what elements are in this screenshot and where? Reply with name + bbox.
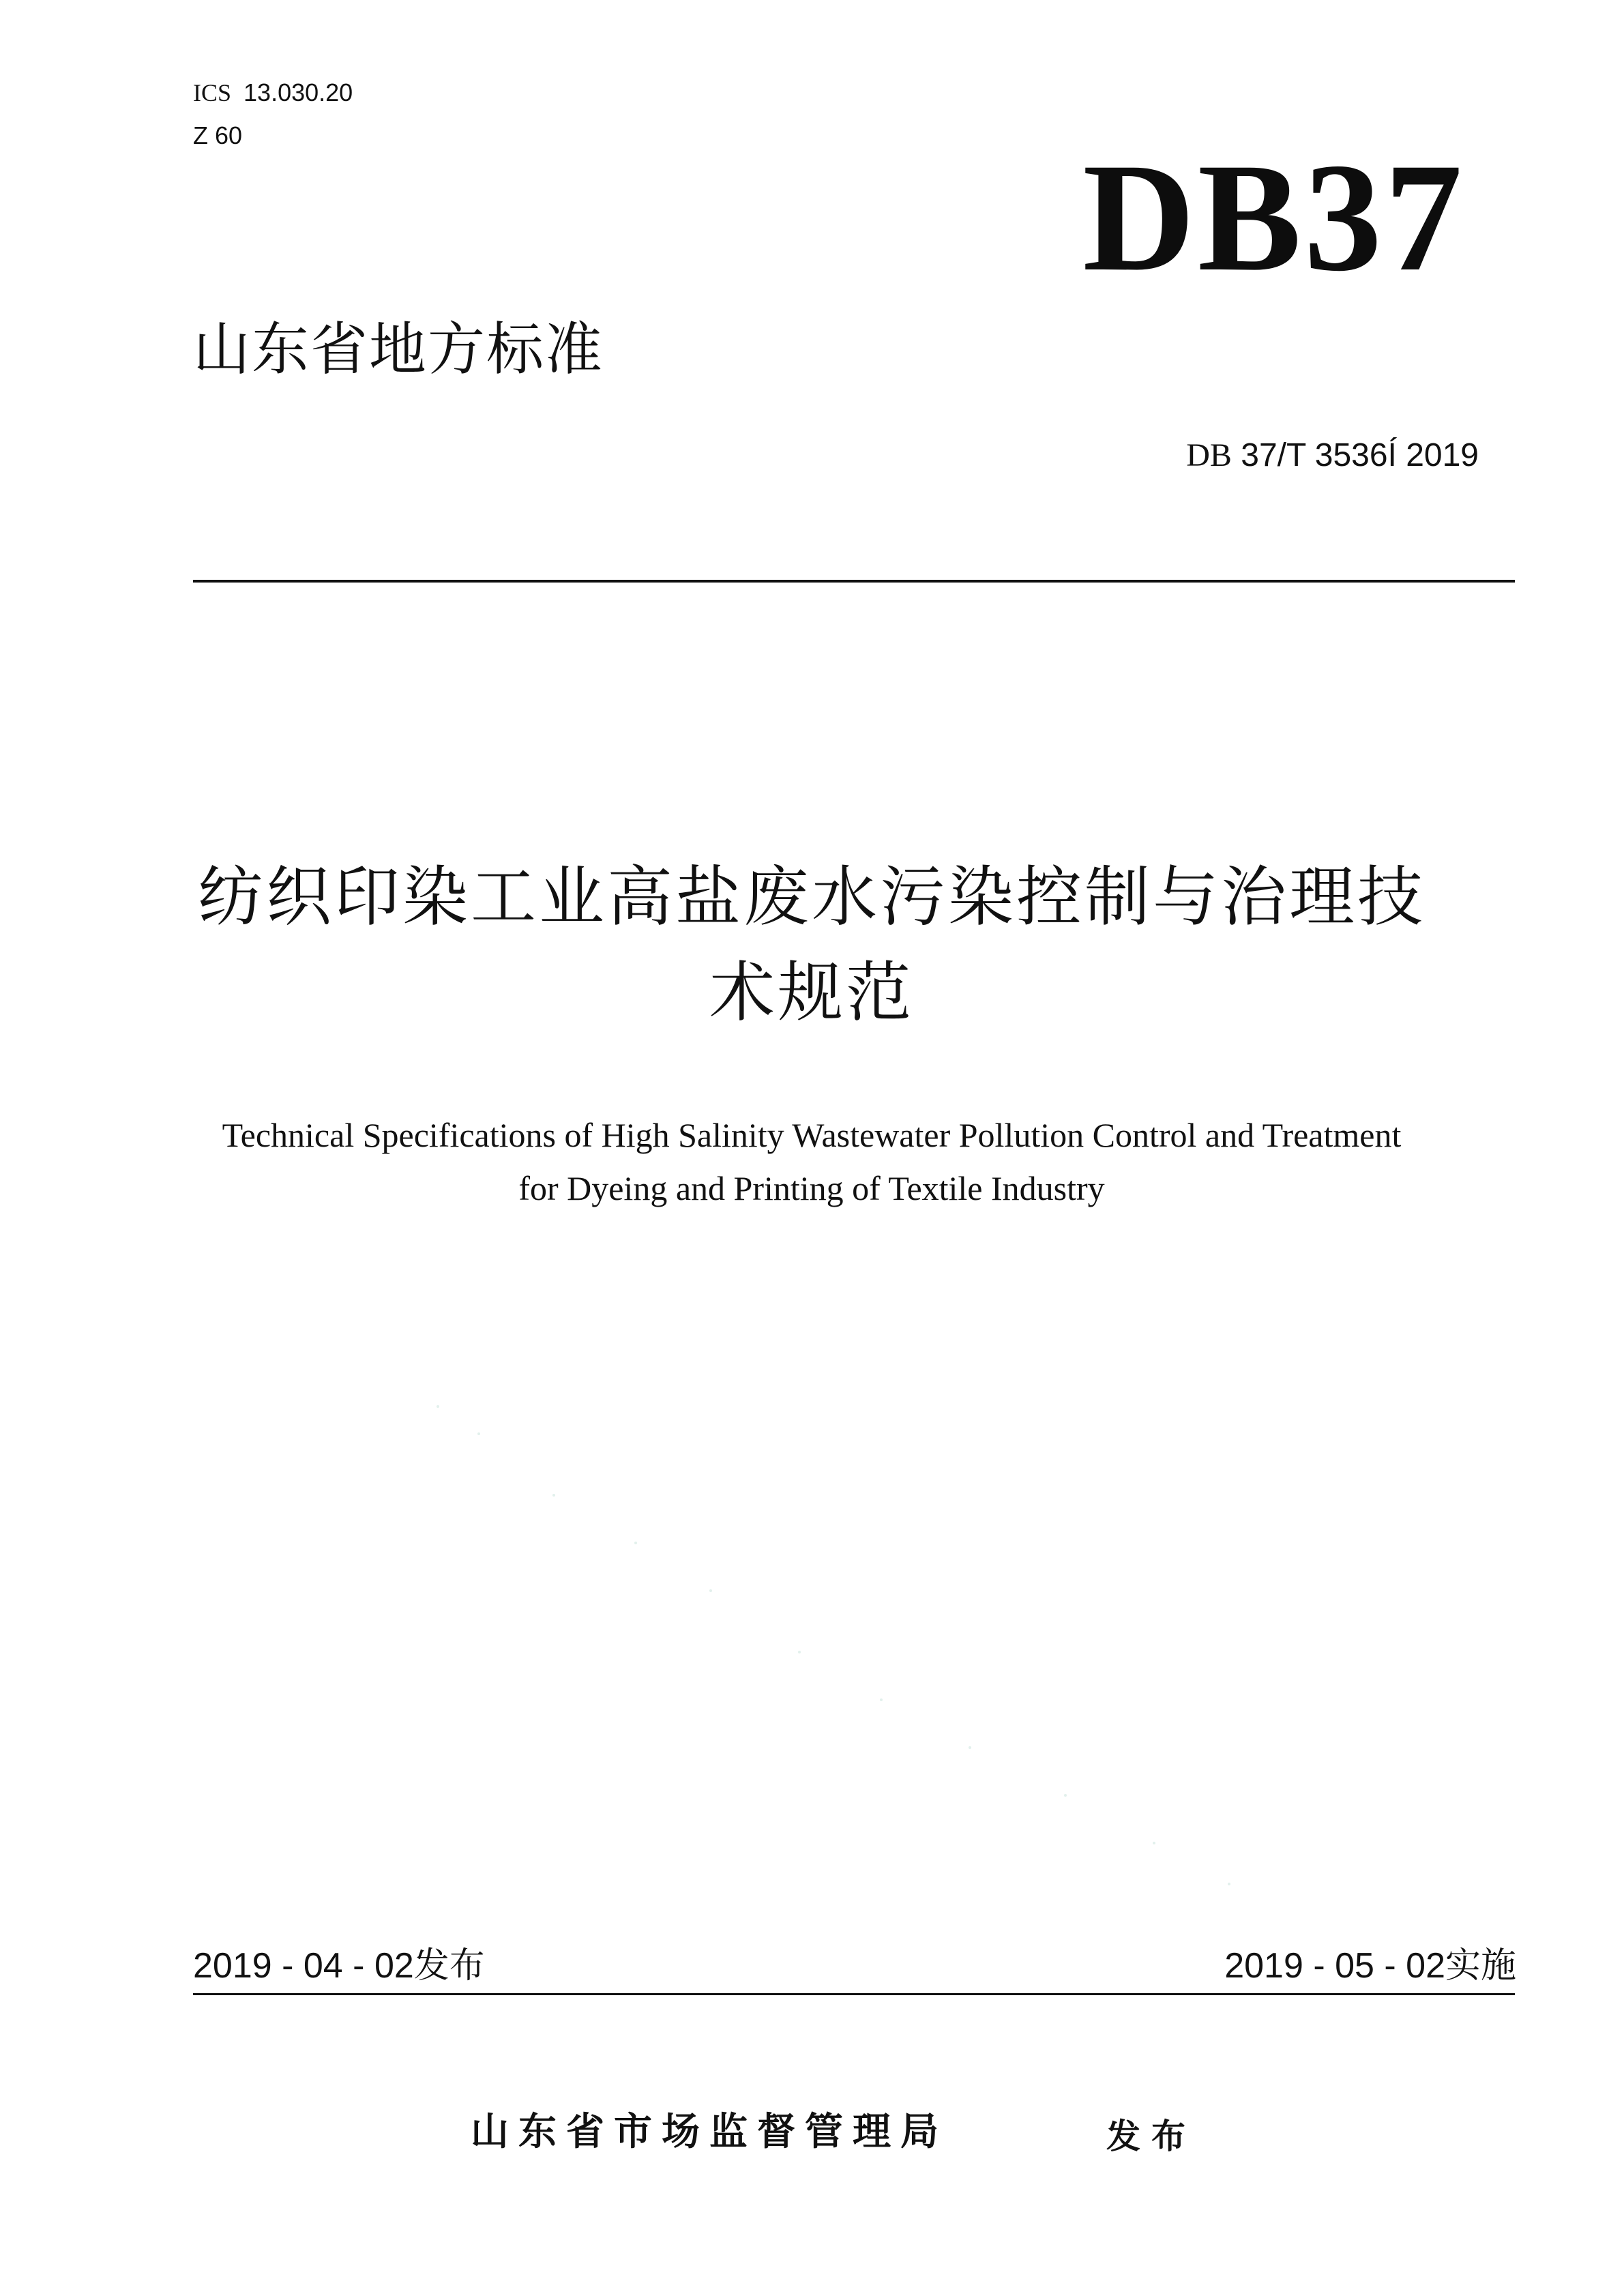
standard-number — [1186, 435, 1479, 476]
classification-code: Z 60 — [193, 121, 243, 149]
footer-divider — [193, 1993, 1515, 1995]
english-title-line-1: Technical Specifications of High Salinity Wastewater Pollution Control and Treatment — [222, 1116, 1402, 1154]
standard-number-rest: 37/T 3536Í 2019 — [1231, 437, 1479, 473]
publisher-name: 山东省市场监督管理局 — [471, 2110, 948, 2154]
english-title — [136, 1108, 1487, 1215]
english-title-line-2: for Dyeing and Printing of Textile Industry — [518, 1169, 1105, 1207]
chinese-title-line-1: 纺织印染工业高盐废水污染控制与治理技 — [198, 859, 1426, 935]
ics-code: 13.030.20 — [243, 78, 353, 106]
chinese-title-line-2: 术规范 — [709, 954, 914, 1031]
chinese-title — [157, 849, 1466, 1040]
ics-label: ICS — [193, 79, 232, 106]
standard-number-prefix: DB — [1186, 437, 1232, 473]
ics-line — [193, 76, 353, 109]
standard-type: 山东省地方标准 — [193, 316, 604, 383]
implementation-date: 2019 - 05 - 02实施 — [1224, 1946, 1516, 1986]
issue-date: 2019 - 04 - 02发布 — [193, 1946, 485, 1986]
publish-label: 发布 — [1106, 2117, 1196, 2156]
header-divider — [193, 580, 1515, 583]
standard-logo: DB37 — [1082, 132, 1465, 304]
